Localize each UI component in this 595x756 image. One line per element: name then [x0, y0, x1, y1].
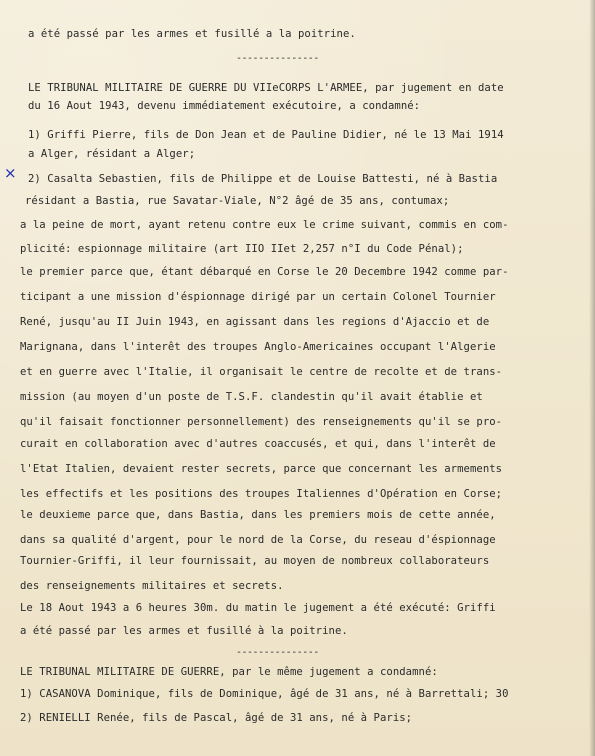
text-line: le deuxieme parce que, dans Bastia, dans les premiers mois de cette année,	[20, 509, 496, 521]
text-line: et en guerre avec l'Italie, il organisait le centre de recolte et de trans-	[20, 366, 503, 378]
text-line: résidant a Bastia, rue Savatar-Viale, N°2 âgé de 35 ans, contumax;	[25, 195, 450, 207]
text-line: du 16 Aout 1943, devenu immédiatement exécutoire, a condamné:	[28, 100, 421, 112]
text-line: Tournier-Griffi, il leur fournissait, au moyen de nombreux collaborateurs	[20, 555, 490, 567]
text-line: plicité: espionnage militaire (art IIO IIet 2,257 n°I du Code Pénal);	[20, 243, 464, 255]
text-line: 1) CASANOVA Dominique, fils de Dominique, âgé de 31 ans, né à Barrettali; 30	[20, 688, 509, 700]
text-line: les effectifs et les positions des troupes Italiennes d'Opération en Corse;	[20, 488, 503, 500]
text-line: Le 18 Aout 1943 a 6 heures 30m. du matin le jugement a été exécuté: Griffi	[20, 602, 496, 614]
text-line: mission (au moyen d'un poste de T.S.F. clandestin qu'il avait établie et	[20, 391, 483, 403]
text-line: ticipant a une mission d'éspionnage dirigé par un certain Colonel Tournier	[20, 291, 496, 303]
margin-cross-mark: ×	[4, 164, 17, 182]
text-line: LE TRIBUNAL MILITAIRE DE GUERRE DU VIIeCORPS L'ARMEE, par jugement en date	[28, 82, 504, 94]
page-edge-shadow	[589, 0, 595, 756]
separator: ---------------	[236, 53, 319, 64]
text-line: Marignana, dans l'interêt des troupes Anglo-Americaines occupant l'Algerie	[20, 341, 496, 353]
text-line: LE TRIBUNAL MILITAIRE DE GUERRE, par le même jugement a condamné:	[20, 666, 438, 678]
text-line: 1) Griffi Pierre, fils de Don Jean et de Pauline Didier, né le 13 Mai 1914	[28, 129, 504, 141]
text-line: des renseignements militaires et secrets.	[20, 580, 284, 592]
text-line: 2) RENIELLI Renée, fils de Pascal, âgé de 31 ans, né à Paris;	[20, 712, 413, 724]
text-line: le premier parce que, étant débarqué en Corse le 20 Decembre 1942 comme par-	[20, 266, 509, 278]
separator: ---------------	[236, 647, 319, 658]
text-line: l'Etat Italien, devaient rester secrets, parce que concernant les armements	[20, 463, 503, 475]
text-line: qu'il faisait fonctionner personnellement) des renseignements qu'il se pro-	[20, 416, 503, 428]
text-line: 2) Casalta Sebastien, fils de Philippe et de Louise Battesti, né à Bastia	[28, 173, 498, 185]
text-line: curait en collaboration avec d'autres coaccusés, et qui, dans l'interêt de	[20, 438, 496, 450]
text-line: a Alger, résidant a Alger;	[28, 148, 196, 160]
text-line: René, jusqu'au II Juin 1943, en agissant dans les regions d'Ajaccio et de	[20, 316, 490, 328]
text-line: a été passé par les armes et fusillé à la poitrine.	[20, 625, 348, 637]
text-line: a la peine de mort, ayant retenu contre eux le crime suivant, commis en com-	[20, 219, 509, 231]
top-line: a été passé par les armes et fusillé a la poitrine.	[28, 28, 356, 40]
text-line: dans sa qualité d'argent, pour le nord de la Corse, du reseau d'éspionnage	[20, 534, 496, 546]
